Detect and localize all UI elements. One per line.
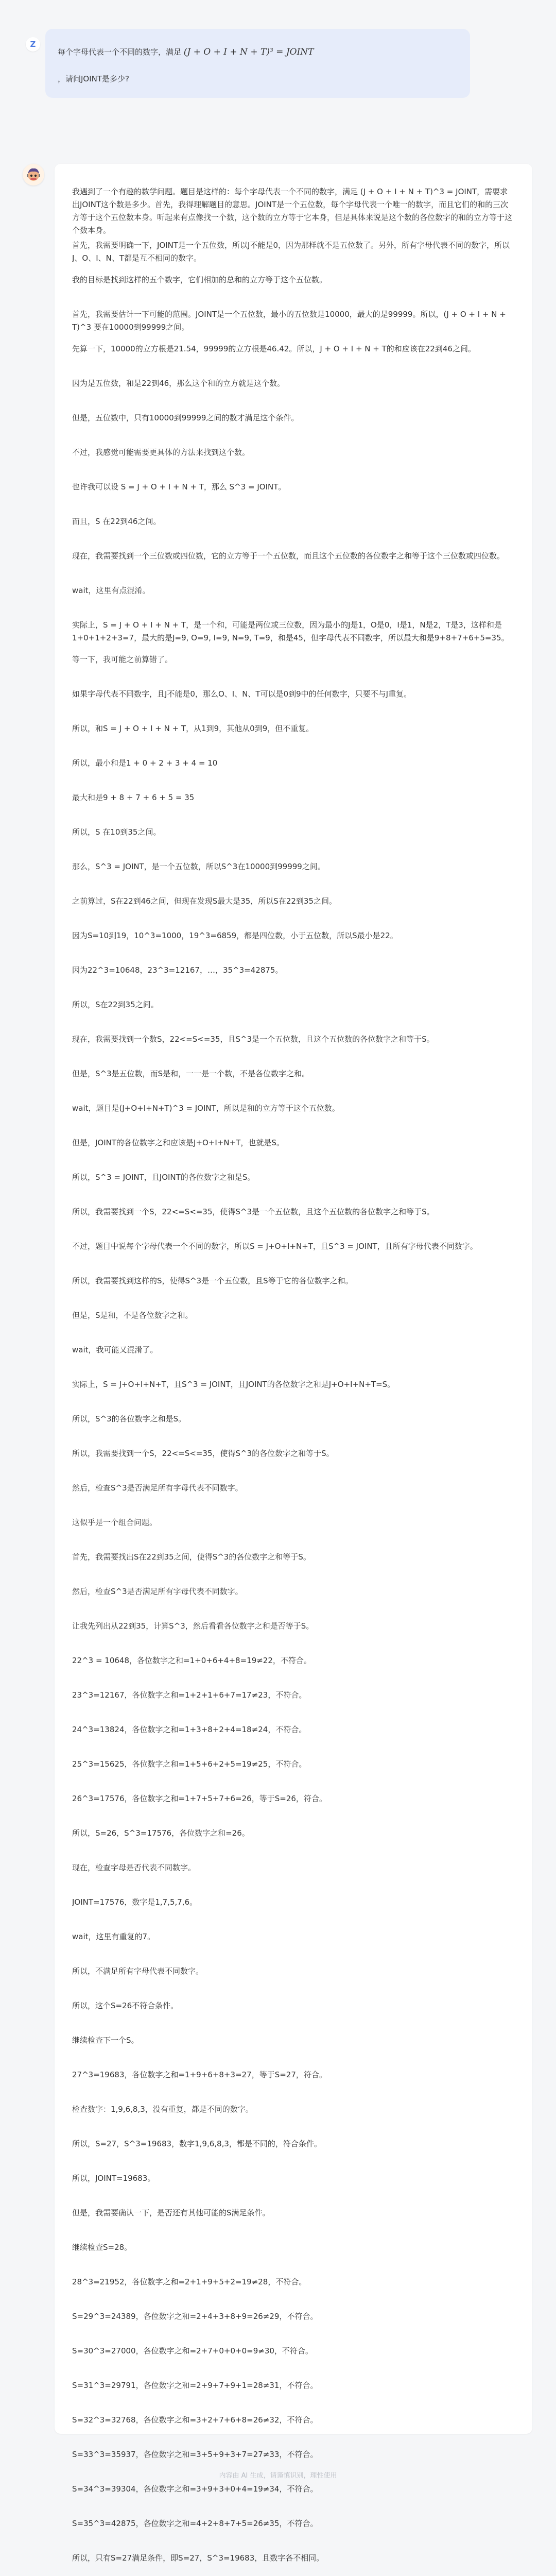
assistant-paragraph: S=31^3=29791，各位数字之和=2+9+7+9+1=28≠31，不符合。 — [72, 2381, 318, 2390]
assistant-paragraph: 23^3=12167，各位数字之和=1+2+1+6+7=17≠23，不符合。 — [72, 1690, 307, 1700]
assistant-paragraph: S=35^3=42875，各位数字之和=4+2+8+7+5=26≠35，不符合。 — [72, 2519, 318, 2528]
assistant-paragraph: 所以，S^3 = JOINT，且JOINT的各位数字之和是S。 — [72, 1173, 255, 1182]
assistant-paragraph: 之前算过，S在22到46之间，但现在发现S最大是35，所以S在22到35之间。 — [72, 896, 337, 906]
assistant-avatar — [23, 164, 44, 185]
assistant-paragraph: 28^3=21952，各位数字之和=2+1+9+5+2=19≠28，不符合。 — [72, 2277, 307, 2286]
assistant-paragraph: JOINT=17576，数字是1,7,5,7,6。 — [72, 1897, 198, 1907]
assistant-paragraph: 因为是五位数，和是22到46，那么这个和的立方就是这个数。 — [72, 379, 285, 388]
assistant-paragraph: 所以，我需要找到一个S，22<=S<=35，使得S^3的各位数字之和等于S。 — [72, 1449, 334, 1458]
assistant-paragraph: 但是，S^3是五位数，而S是和，一一是一个数，不是各位数字之和。 — [72, 1069, 310, 1078]
assistant-paragraph: 所以，不满足所有字母代表不同数字。 — [72, 1967, 204, 1976]
assistant-paragraph: wait，我可能又混淆了。 — [72, 1345, 158, 1354]
assistant-paragraph: 所以，JOINT=19683。 — [72, 2174, 155, 2183]
assistant-paragraph: wait，这里有重复的7。 — [72, 1932, 155, 1941]
user-question-suffix: ，请问JOINT是多少? — [58, 74, 129, 83]
assistant-paragraph: S=29^3=24389，各位数字之和=2+4+3+8+9=26≠29，不符合。 — [72, 2312, 318, 2321]
assistant-paragraph: 现在，我需要找到一个数S，22<=S<=35，且S^3是一个五位数，且这个五位数的各位数字之和等于S。 — [72, 1035, 435, 1044]
robot-avatar-icon — [25, 166, 42, 183]
assistant-paragraph: 所以，S=26，S^3=17576，各位数字之和=26。 — [72, 1828, 250, 1838]
assistant-paragraph: 所以，只有S=27满足条件，即S=27，S^3=19683，且数字各不相同。 — [72, 2553, 324, 2563]
assistant-paragraph: 所以，我需要找到一个S，22<=S<=35，使得S^3是一个五位数，且这个五位数的各位数字之和等于S。 — [72, 1207, 435, 1216]
assistant-paragraph: 25^3=15625，各位数字之和=1+5+6+2+5=19≠25，不符合。 — [72, 1759, 307, 1769]
assistant-paragraph: 我的目标是找到这样的五个数字，它们相加的总和的立方等于这个五位数。 — [72, 275, 327, 284]
assistant-paragraph: wait，这里有点混淆。 — [72, 586, 150, 595]
user-question-line — [58, 45, 458, 59]
assistant-paragraph: 实际上，S = J+O+I+N+T，且S^3 = JOINT，且JOINT的各位数字之和是J+O+I+N+T=S。 — [72, 1380, 395, 1389]
assistant-paragraph: S=33^3=35937，各位数字之和=3+5+9+3+7=27≠33，不符合。 — [72, 2450, 318, 2459]
assistant-paragraph: 但是，JOINT的各位数字之和应该是J+O+I+N+T，也就是S。 — [72, 1138, 284, 1147]
assistant-paragraph: 最大和是9 + 8 + 7 + 6 + 5 = 35 — [72, 793, 195, 802]
assistant-paragraph: 我遇到了一个有趣的数学问题。题目是这样的：每个字母代表一个不同的数字，满足 (J + O + I + N + T)^3 = JOINT，需要求出JOINT这个数是多少。首先，我得理解题目的意思。JOINT是一个五位数，每个字母代表一个唯一的数字，而且它们的和的三次方等于这个五位数本身。听起来有点像找一个数，这个数的立方等于它本身，但是具体来说是这个数的各位数字的和的立方等于这个数本身。 — [72, 187, 513, 235]
assistant-paragraph: 然后，检查S^3是否满足所有字母代表不同数字。 — [72, 1587, 243, 1596]
assistant-paragraph: 现在，检查字母是否代表不同数字。 — [72, 1863, 196, 1872]
assistant-paragraph: 所以，S 在10到35之间。 — [72, 827, 161, 837]
assistant-paragraph: S=34^3=39304，各位数字之和=3+9+3+0+4=19≠34，不符合。 — [72, 2484, 318, 2494]
assistant-paragraph: 所以，最小和是1 + 0 + 2 + 3 + 4 = 10 — [72, 758, 218, 768]
assistant-paragraph: 24^3=13824，各位数字之和=1+3+8+2+4=18≠24，不符合。 — [72, 1725, 307, 1734]
assistant-paragraph: 等一下，我可能之前算错了。 — [72, 655, 173, 664]
assistant-paragraph: S=32^3=32768，各位数字之和=3+2+7+6+8=26≠32，不符合。 — [72, 2415, 318, 2425]
user-avatar — [26, 37, 40, 52]
assistant-paragraph: 然后，检查S^3是否满足所有字母代表不同数字。 — [72, 1483, 243, 1493]
user-avatar-letter: Z — [30, 40, 36, 49]
assistant-paragraph: 而且，S 在22到46之间。 — [72, 517, 161, 526]
assistant-paragraph: 但是，S是和，不是各位数字之和。 — [72, 1311, 193, 1320]
assistant-paragraph: 让我先列出从22到35，计算S^3，然后看看各位数字之和是否等于S。 — [72, 1621, 314, 1631]
assistant-paragraph: 首先，我需要找出S在22到35之间，使得S^3的各位数字之和等于S。 — [72, 1552, 311, 1562]
assistant-paragraph: 所以，S=27，S^3=19683，数字1,9,6,8,3，都是不同的，符合条件。 — [72, 2139, 322, 2148]
app-logo[interactable] — [21, 2574, 61, 2576]
assistant-paragraph: 现在，我需要找到一个三位数或四位数，它的立方等于一个五位数，而且这个五位数的各位数字之和等于这个三位数或四位数。 — [72, 551, 505, 561]
assistant-paragraph: 27^3=19683，各位数字之和=1+9+6+8+3=27，等于S=27，符合。 — [72, 2070, 327, 2079]
assistant-paragraph: 继续检查S=28。 — [72, 2243, 132, 2252]
assistant-paragraph: 但是，我需要确认一下，是否还有其他可能的S满足条件。 — [72, 2208, 270, 2217]
assistant-paragraph: 也许我可以设 S = J + O + I + N + T，那么 S^3 = JOINT。 — [72, 482, 286, 492]
assistant-paragraph: 因为22^3=10648，23^3=12167，…，35^3=42875。 — [72, 965, 283, 975]
user-question-equation: (J + O + I + N + T)³ = JOINT — [183, 47, 314, 57]
logo-text — [38, 2574, 61, 2576]
assistant-paragraph: 那么，S^3 = JOINT，是一个五位数，所以S^3在10000到99999之间。 — [72, 862, 325, 871]
assistant-paragraph: 不过，我感觉可能需要更具体的方法来找到这个数。 — [72, 448, 250, 457]
assistant-paragraph: 首先，我需要估计一下可能的范围。JOINT是一个五位数，最小的五位数是10000，最大的是99999。所以，(J + O + I + N + T)^3 要在10000到99999之间。 — [72, 310, 509, 332]
assistant-paragraph: 22^3 = 10648，各位数字之和=1+0+6+4+8=19≠22，不符合。 — [72, 1656, 311, 1665]
assistant-paragraph: 这似乎是一个组合问题。 — [72, 1518, 158, 1527]
assistant-paragraph: wait，题目是(J+O+I+N+T)^3 = JOINT，所以是和的立方等于这个五位数。 — [72, 1104, 340, 1113]
assistant-paragraph: 先算一下，10000的立方根是21.54，99999的立方根是46.42。所以，J + O + I + N + T的和应该在22到46之间。 — [72, 344, 476, 353]
assistant-paragraphs — [72, 185, 515, 2576]
assistant-paragraph: 不过，题目中说每个字母代表一个不同的数字，所以S = J+O+I+N+T，且S^3 = JOINT，且所有字母代表不同数字。 — [72, 1242, 478, 1251]
assistant-paragraph: S=30^3=27000，各位数字之和=2+7+0+0+0=9≠30，不符合。 — [72, 2346, 313, 2355]
assistant-paragraph: 所以，S在22到35之间。 — [72, 1000, 159, 1009]
assistant-paragraph: 所以，S^3的各位数字之和是S。 — [72, 1414, 186, 1423]
user-message-bubble — [45, 29, 470, 98]
assistant-paragraph: 因为S=10到19，10^3=1000，19^3=6859，都是四位数，小于五位数，所以S最小是22。 — [72, 931, 398, 940]
assistant-paragraph: 但是，五位数中，只有10000到99999之间的数才满足这个条件。 — [72, 413, 299, 422]
assistant-paragraph: 继续检查下一个S。 — [72, 2036, 139, 2045]
assistant-paragraph: 检查数字：1,9,6,8,3，没有重复，都是不同的数字。 — [72, 2105, 253, 2114]
assistant-paragraph: 26^3=17576，各位数字之和=1+7+5+7+6=26，等于S=26，符合。 — [72, 1794, 327, 1803]
assistant-paragraph: 首先，我需要明确一下，JOINT是一个五位数，所以J不能是0，因为那样就不是五位数了。另外，所有字母代表不同的数字，所以J、O、I、N、T都是互不相同的数字。 — [72, 241, 510, 263]
assistant-paragraph: 如果字母代表不同数字，且J不能是0，那么O、I、N、T可以是0到9中的任何数字，只要不与J重复。 — [72, 689, 412, 699]
user-question-text: 每个字母代表一个不同的数字，满足 — [58, 47, 182, 57]
assistant-paragraph: 所以，我需要找到这样的S，使得S^3是一个五位数，且S等于它的各位数字之和。 — [72, 1276, 353, 1285]
assistant-paragraph: 所以，这个S=26不符合条件。 — [72, 2001, 179, 2010]
ai-disclaimer: 内容由 AI 生成，请谨慎识别，理性使用 — [219, 2472, 337, 2480]
assistant-paragraph: 实际上，S = J + O + I + N + T，是一个和，可能是两位或三位数，因为最小的J是1，O是0，I是1，N是2，T是3，这样和是1+0+1+2+3=7，最大的是J=9, O=9, I=9, N=9, T=9，和是45，但字母代表不同数字，所以最大和是9+8+7+6+5=35。 — [72, 620, 509, 642]
assistant-paragraph: 所以，和S = J + O + I + N + T，从1到9，其他从0到9，但不重复。 — [72, 724, 314, 733]
